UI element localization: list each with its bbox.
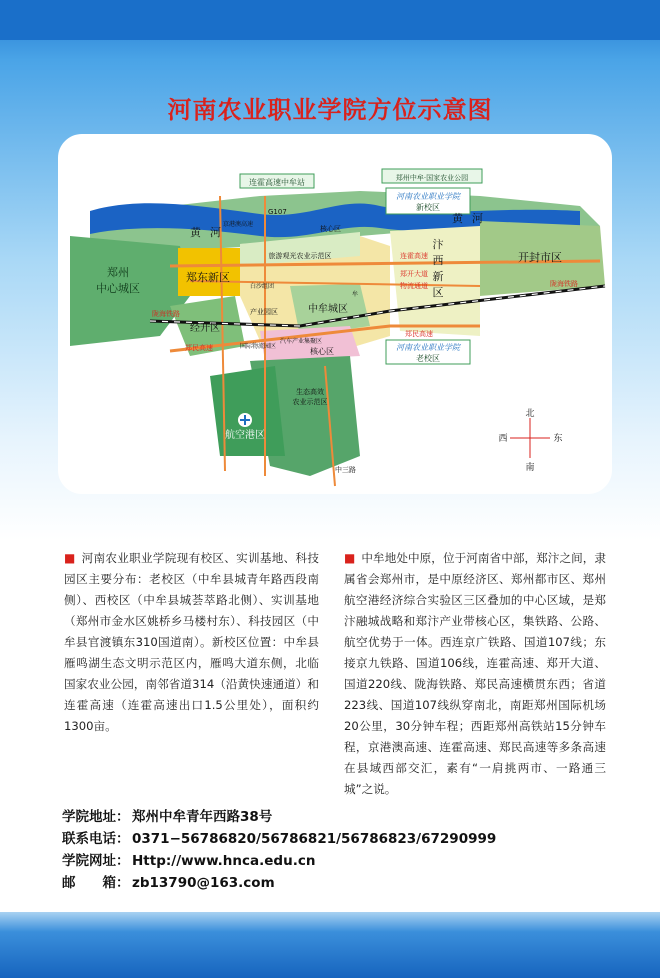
zhengdong-label: 郑东新区 [186,271,230,284]
lianhuo-exit-label: 连霍高速中牟站 [249,178,305,187]
jingkai-label: 经开区 [190,323,220,334]
location-map [60,136,610,492]
left-description [64,548,319,737]
core-label-2: 核心区 [320,225,341,233]
airport-zone [210,366,285,456]
address-value: 郑州中牟青年西路38号 [132,809,273,825]
email-label: 邮 箱： [62,875,130,891]
right-description [344,548,606,800]
longhai-label-2: 陇海铁路 [550,280,578,288]
compass-east: 东 [553,434,563,444]
bottom-band [0,912,660,978]
eco-label-2: 农业示范区 [292,398,328,406]
wuliu-label: 物流通道 [400,282,428,290]
zhengzhou-label-2: 中心城区 [96,282,140,295]
core-label: 核心区 [310,347,334,356]
compass-north: 北 [525,409,535,419]
old-campus-label: 老校区 [416,354,440,363]
left-text: 河南农业职业学院现有校区、实训基地、科技园区主要分布：老校区（中牟县城青年路西段南侧）、西校区（中牟县城荟萃路北侧）、实训基地（郑州市金水区姚桥乡马楼村东）、科技园区（中牟县官渡镇东310国道南）。新校区位置：中牟县雁鸣湖生态文明示范区内，雁鸣大道东侧，北临国家农业公园，南邻省道314（沿黄快速通道）和连霍高速（连霍高速出口1.5公里处），面积约1300亩。 [64,551,319,733]
logistics-label: 国际物流园区 [240,343,277,350]
zhongsan-label: 中三路 [335,466,356,474]
bianxi-label-4: 区 [432,286,444,299]
auto-label: 汽车产业集聚区 [280,338,323,345]
river-label-4: 河 [472,212,483,225]
lianhuo-label: 连霍高速 [400,252,428,260]
airport-label: 航空港区 [225,430,265,441]
compass-south: 南 [525,463,535,473]
web-row [62,850,622,872]
zhengzhou-label: 郑州 [107,266,129,279]
park-label: 郑州中牟·国家农业公园 [395,174,469,182]
bianxi-label-1: 汴 [432,238,444,251]
zhongmou-label: 中牟城区 [308,304,348,315]
bullet-square-icon: ■ [344,551,356,565]
contact-block [62,806,622,894]
eco-label: 生态高效 [296,388,324,396]
longhai-label: 陇海铁路 [152,310,180,318]
map-frame [58,134,612,494]
compass-west: 西 [498,434,508,444]
tourism-label: 旅游观光农业示范区 [268,252,332,260]
g107-label: G107 [268,208,287,216]
river-label-3: 黄 [452,212,463,225]
industry-label: 产业园区 [250,308,278,316]
river-label-1: 黄 [190,226,201,239]
bianxi-label-3: 新 [432,270,444,283]
phone-label: 联系电话： [62,831,130,847]
river-label-2: 河 [210,226,221,239]
jinggang-label: 京港澳高速 [223,221,254,228]
bullet-square-icon: ■ [64,551,76,565]
map-title: 河南农业职业学院方位示意图 [167,96,493,124]
zhengmin-label: 郑民高速 [405,330,433,338]
web-value[interactable]: Http://www.hnca.edu.cn [132,853,316,869]
address-row [62,806,622,828]
phone-value: 0371−56786820/56786821/56786823/67290999 [132,831,497,847]
phone-row [62,828,622,850]
zhengkai-label: 郑开大道 [400,270,428,278]
new-campus-label: 新校区 [416,203,440,212]
baisha-label: 白沙组团 [250,283,275,290]
kaifeng-label: 开封市区 [518,251,562,264]
address-label: 学院地址： [62,809,130,825]
zhengmin-label-2: 郑民高速 [185,344,213,352]
email-row [62,872,622,894]
top-band [0,0,660,40]
mou-label: 牟 [352,291,359,298]
bianxi-label-2: 西 [432,254,444,267]
old-campus-logo: 河南农业职业学院 [396,343,460,352]
new-campus-logo: 河南农业职业学院 [396,192,460,201]
email-value[interactable]: zb13790@163.com [132,875,275,891]
right-text: 中牟地处中原，位于河南省中部，郑汴之间，隶属省会郑州市，是中原经济区、郑州都市区、郑州航空港经济综合实验区三区叠加的中心区域，是郑汴融城战略和郑汴产业带核心区，集铁路、公路、航空优势于一体。西连京广铁路、国道107线；东接京九铁路、国道106线，连霍高速、郑开大道、国道220线、陇海铁路、郑民高速横贯东西；省道223线、国道107线纵穿南北，南距郑州国际机场20公里，30分钟车程；西距郑州高铁站15分钟车程，京港澳高速、连霍高速、郑民高速等多条高速在县域西部交汇，素有“一肩挑两市、一路通三城”之说。 [344,551,606,796]
web-label: 学院网址： [62,853,130,869]
